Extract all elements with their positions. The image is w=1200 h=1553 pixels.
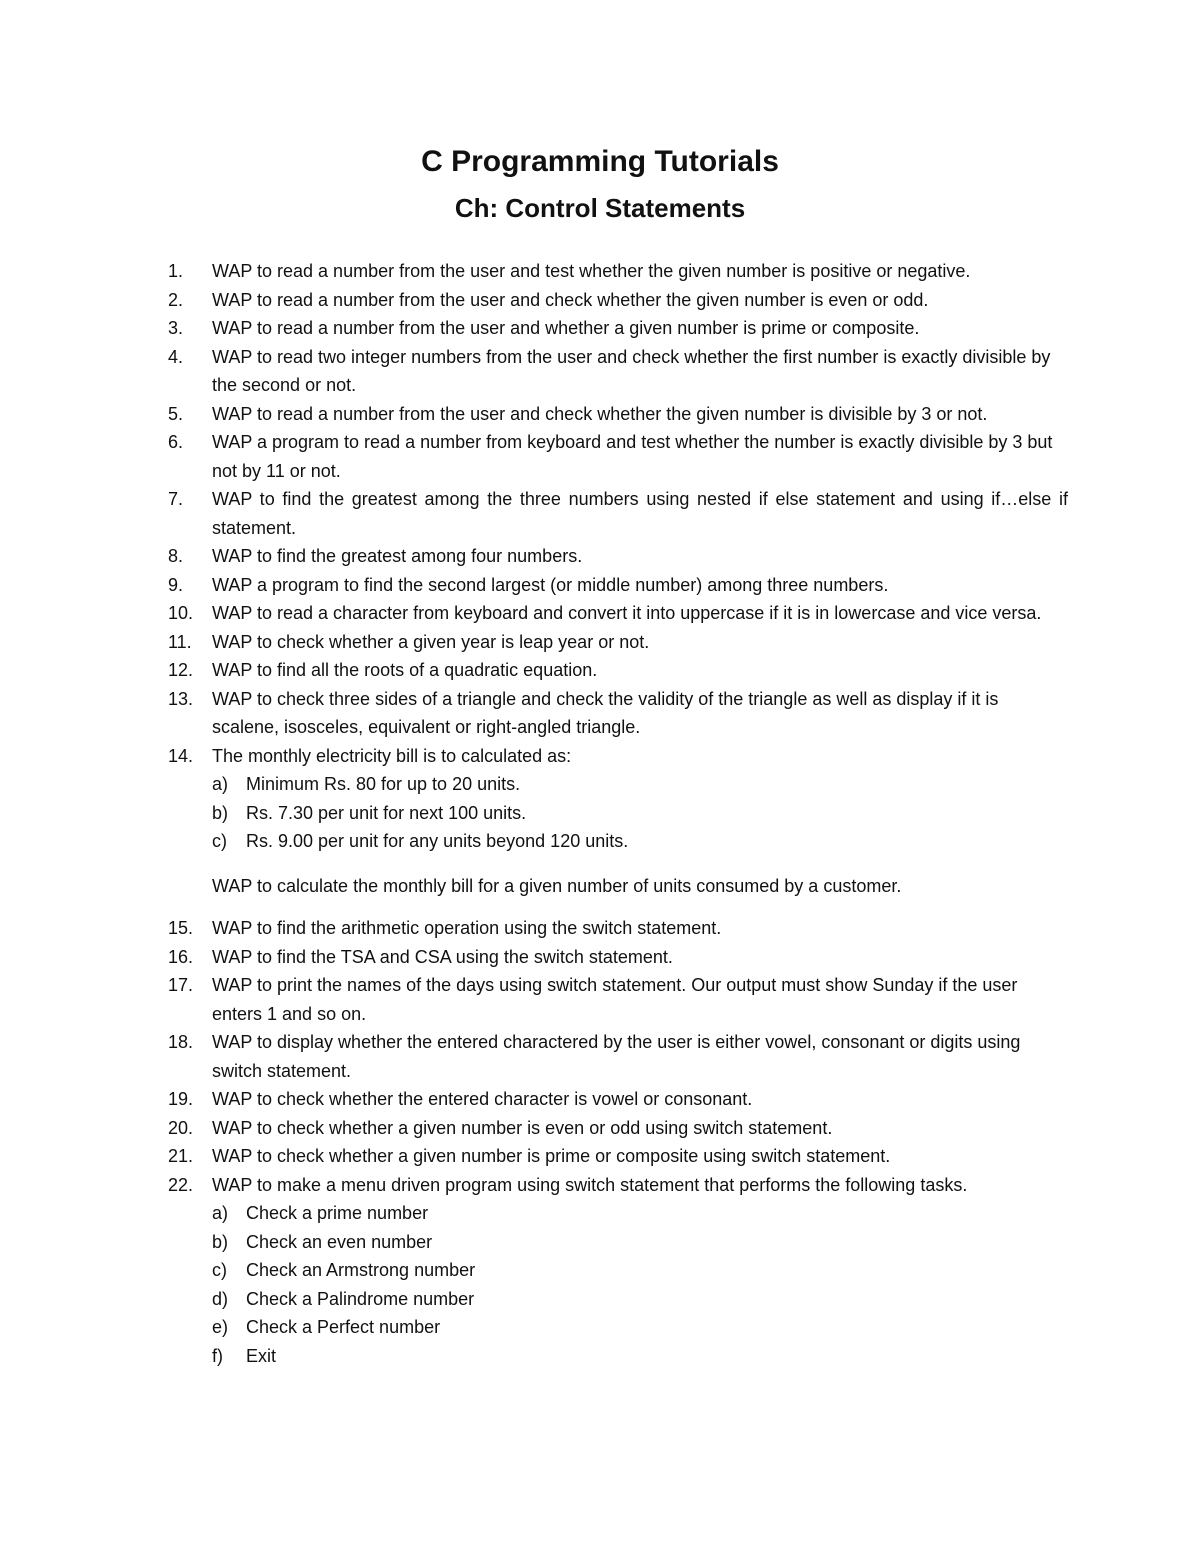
sub-item <box>168 1342 1068 1371</box>
question-number: 10. <box>168 603 194 623</box>
sub-item-text: Minimum Rs. 80 for up to 20 units. <box>246 774 521 794</box>
question-item <box>168 571 1068 600</box>
question-item <box>168 914 1068 943</box>
sub-item <box>168 1199 1068 1228</box>
question-number: 18. <box>168 1032 194 1052</box>
question-text: WAP to find the TSA and CSA using the switch statement. <box>212 946 673 967</box>
question-number: 20. <box>168 1117 194 1138</box>
question-text: WAP a program to read a number from keyboard and test whether the number is exactly divisible by 3 but not by 11 or not. <box>212 432 1053 481</box>
question-number: 11. <box>168 631 192 652</box>
sub-item-letter: e) <box>212 1317 229 1337</box>
question-text: WAP to read a number from the user and whether a given number is prime or composite. <box>212 318 920 338</box>
question-number: 16. <box>168 946 194 967</box>
question-text: WAP to read two integer numbers from the user and check whether the first number is exactly divisible by the second or not. <box>212 346 1051 395</box>
question-item <box>168 1028 1068 1085</box>
sub-item <box>168 1313 1068 1342</box>
question-number: 6. <box>168 432 184 452</box>
sub-item-letter: f) <box>212 1345 223 1366</box>
question-text: WAP to read a character from keyboard and convert it into uppercase if it is in lowercase and vice versa. <box>212 603 1042 623</box>
sub-item <box>168 1256 1068 1285</box>
question-item <box>168 742 1068 771</box>
sub-item-letter: d) <box>212 1288 229 1309</box>
sub-item-letter: b) <box>212 1231 229 1252</box>
sub-item-text: Check an even number <box>246 1231 433 1252</box>
sub-item <box>168 799 1068 828</box>
question-number: 3. <box>168 318 184 338</box>
question-number: 19. <box>168 1089 194 1109</box>
question-text: WAP a program to find the second largest (or middle number) among three numbers. <box>212 574 889 595</box>
question-text: WAP to read a number from the user and check whether the given number is even or odd. <box>212 289 929 310</box>
question-number: 15. <box>168 918 194 938</box>
question-item <box>168 400 1068 429</box>
question-item <box>168 628 1068 657</box>
question-text: WAP to check three sides of a triangle and check the validity of the triangle as well as display if it is scalene, isosceles, equivalent or right-angled triangle. <box>212 688 999 737</box>
sub-item <box>168 1228 1068 1257</box>
question-item <box>168 1171 1068 1200</box>
sub-item-text: Rs. 7.30 per unit for next 100 units. <box>246 802 527 823</box>
question-item <box>168 599 1068 628</box>
question-item <box>168 257 1068 286</box>
sub-item-letter: b) <box>212 802 229 823</box>
sub-item <box>168 770 1068 799</box>
question-number: 2. <box>168 289 184 310</box>
question-number: 8. <box>168 546 184 566</box>
question-text: WAP to make a menu driven program using switch statement that performs the following tasks. <box>212 1174 968 1195</box>
question-text: WAP to display whether the entered charactered by the user is either vowel, consonant or digits using switch statement. <box>212 1032 1021 1081</box>
question-item <box>168 343 1068 400</box>
question-number: 1. <box>168 261 184 281</box>
question-item <box>168 1085 1068 1114</box>
question-number: 17. <box>168 975 194 995</box>
sub-item-text: Exit <box>246 1345 277 1366</box>
question-item <box>168 314 1068 343</box>
question-text: WAP to find the arithmetic operation using the switch statement. <box>212 918 722 938</box>
question-number: 13. <box>168 688 194 709</box>
question-item <box>168 485 1068 542</box>
sub-item-text: Rs. 9.00 per unit for any units beyond 120 units. <box>246 831 629 851</box>
question-number: 5. <box>168 403 184 424</box>
question-item <box>168 428 1068 485</box>
sub-item-letter: c) <box>212 831 227 851</box>
question-text: WAP to print the names of the days using switch statement. Our output must show Sunday if the user enters 1 and so on. <box>212 975 1018 1024</box>
question-item <box>168 1142 1068 1171</box>
question-number: 22. <box>168 1174 194 1195</box>
question-item <box>168 286 1068 315</box>
sub-item-text: Check a prime number <box>246 1203 429 1223</box>
question-text: WAP to check whether a given number is prime or composite using switch statement. <box>212 1146 891 1166</box>
question-text: WAP to read a number from the user and test whether the given number is positive or negative. <box>212 261 971 281</box>
question-item <box>168 943 1068 972</box>
question-list <box>168 257 1068 1370</box>
question-text: WAP to check whether the entered character is vowel or consonant. <box>212 1089 753 1109</box>
question-text: WAP to read a number from the user and check whether the given number is divisible by 3 or not. <box>212 403 988 424</box>
sub-item-letter: a) <box>212 774 229 794</box>
chapter-subtitle: Ch: Control Statements <box>454 193 746 223</box>
page-title: C Programming Tutorials <box>421 145 779 178</box>
question-text: WAP to find the greatest among four numbers. <box>212 546 583 566</box>
question-item <box>168 685 1068 742</box>
question-text: WAP to find the greatest among the three numbers using nested if else statement and using if…else if statement. <box>212 489 1068 538</box>
question-text: WAP to check whether a given year is leap year or not. <box>212 631 650 652</box>
question-text: WAP to find all the roots of a quadratic equation. <box>212 660 598 680</box>
sub-item-text: Check a Palindrome number <box>246 1288 475 1309</box>
question-text: The monthly electricity bill is to calculated as: <box>212 745 572 766</box>
sub-item-text: Check an Armstrong number <box>246 1260 476 1280</box>
question-item <box>168 656 1068 685</box>
question-number: 12. <box>168 660 194 680</box>
sub-item <box>168 827 1068 856</box>
question-number: 9. <box>168 574 184 595</box>
question-number: 21. <box>168 1146 194 1166</box>
question-item <box>168 971 1068 1028</box>
question-number: 7. <box>168 489 184 509</box>
sub-item-letter: c) <box>212 1260 227 1280</box>
question-item <box>168 542 1068 571</box>
sub-item-text: Check a Perfect number <box>246 1317 441 1337</box>
question-number: 4. <box>168 346 184 367</box>
question-note: WAP to calculate the monthly bill for a given number of units consumed by a customer. <box>212 875 902 896</box>
question-item <box>168 1114 1068 1143</box>
sub-item-letter: a) <box>212 1203 229 1223</box>
sub-item <box>168 1285 1068 1314</box>
question-text: WAP to check whether a given number is even or odd using switch statement. <box>212 1117 833 1138</box>
question-number: 14. <box>168 745 194 766</box>
